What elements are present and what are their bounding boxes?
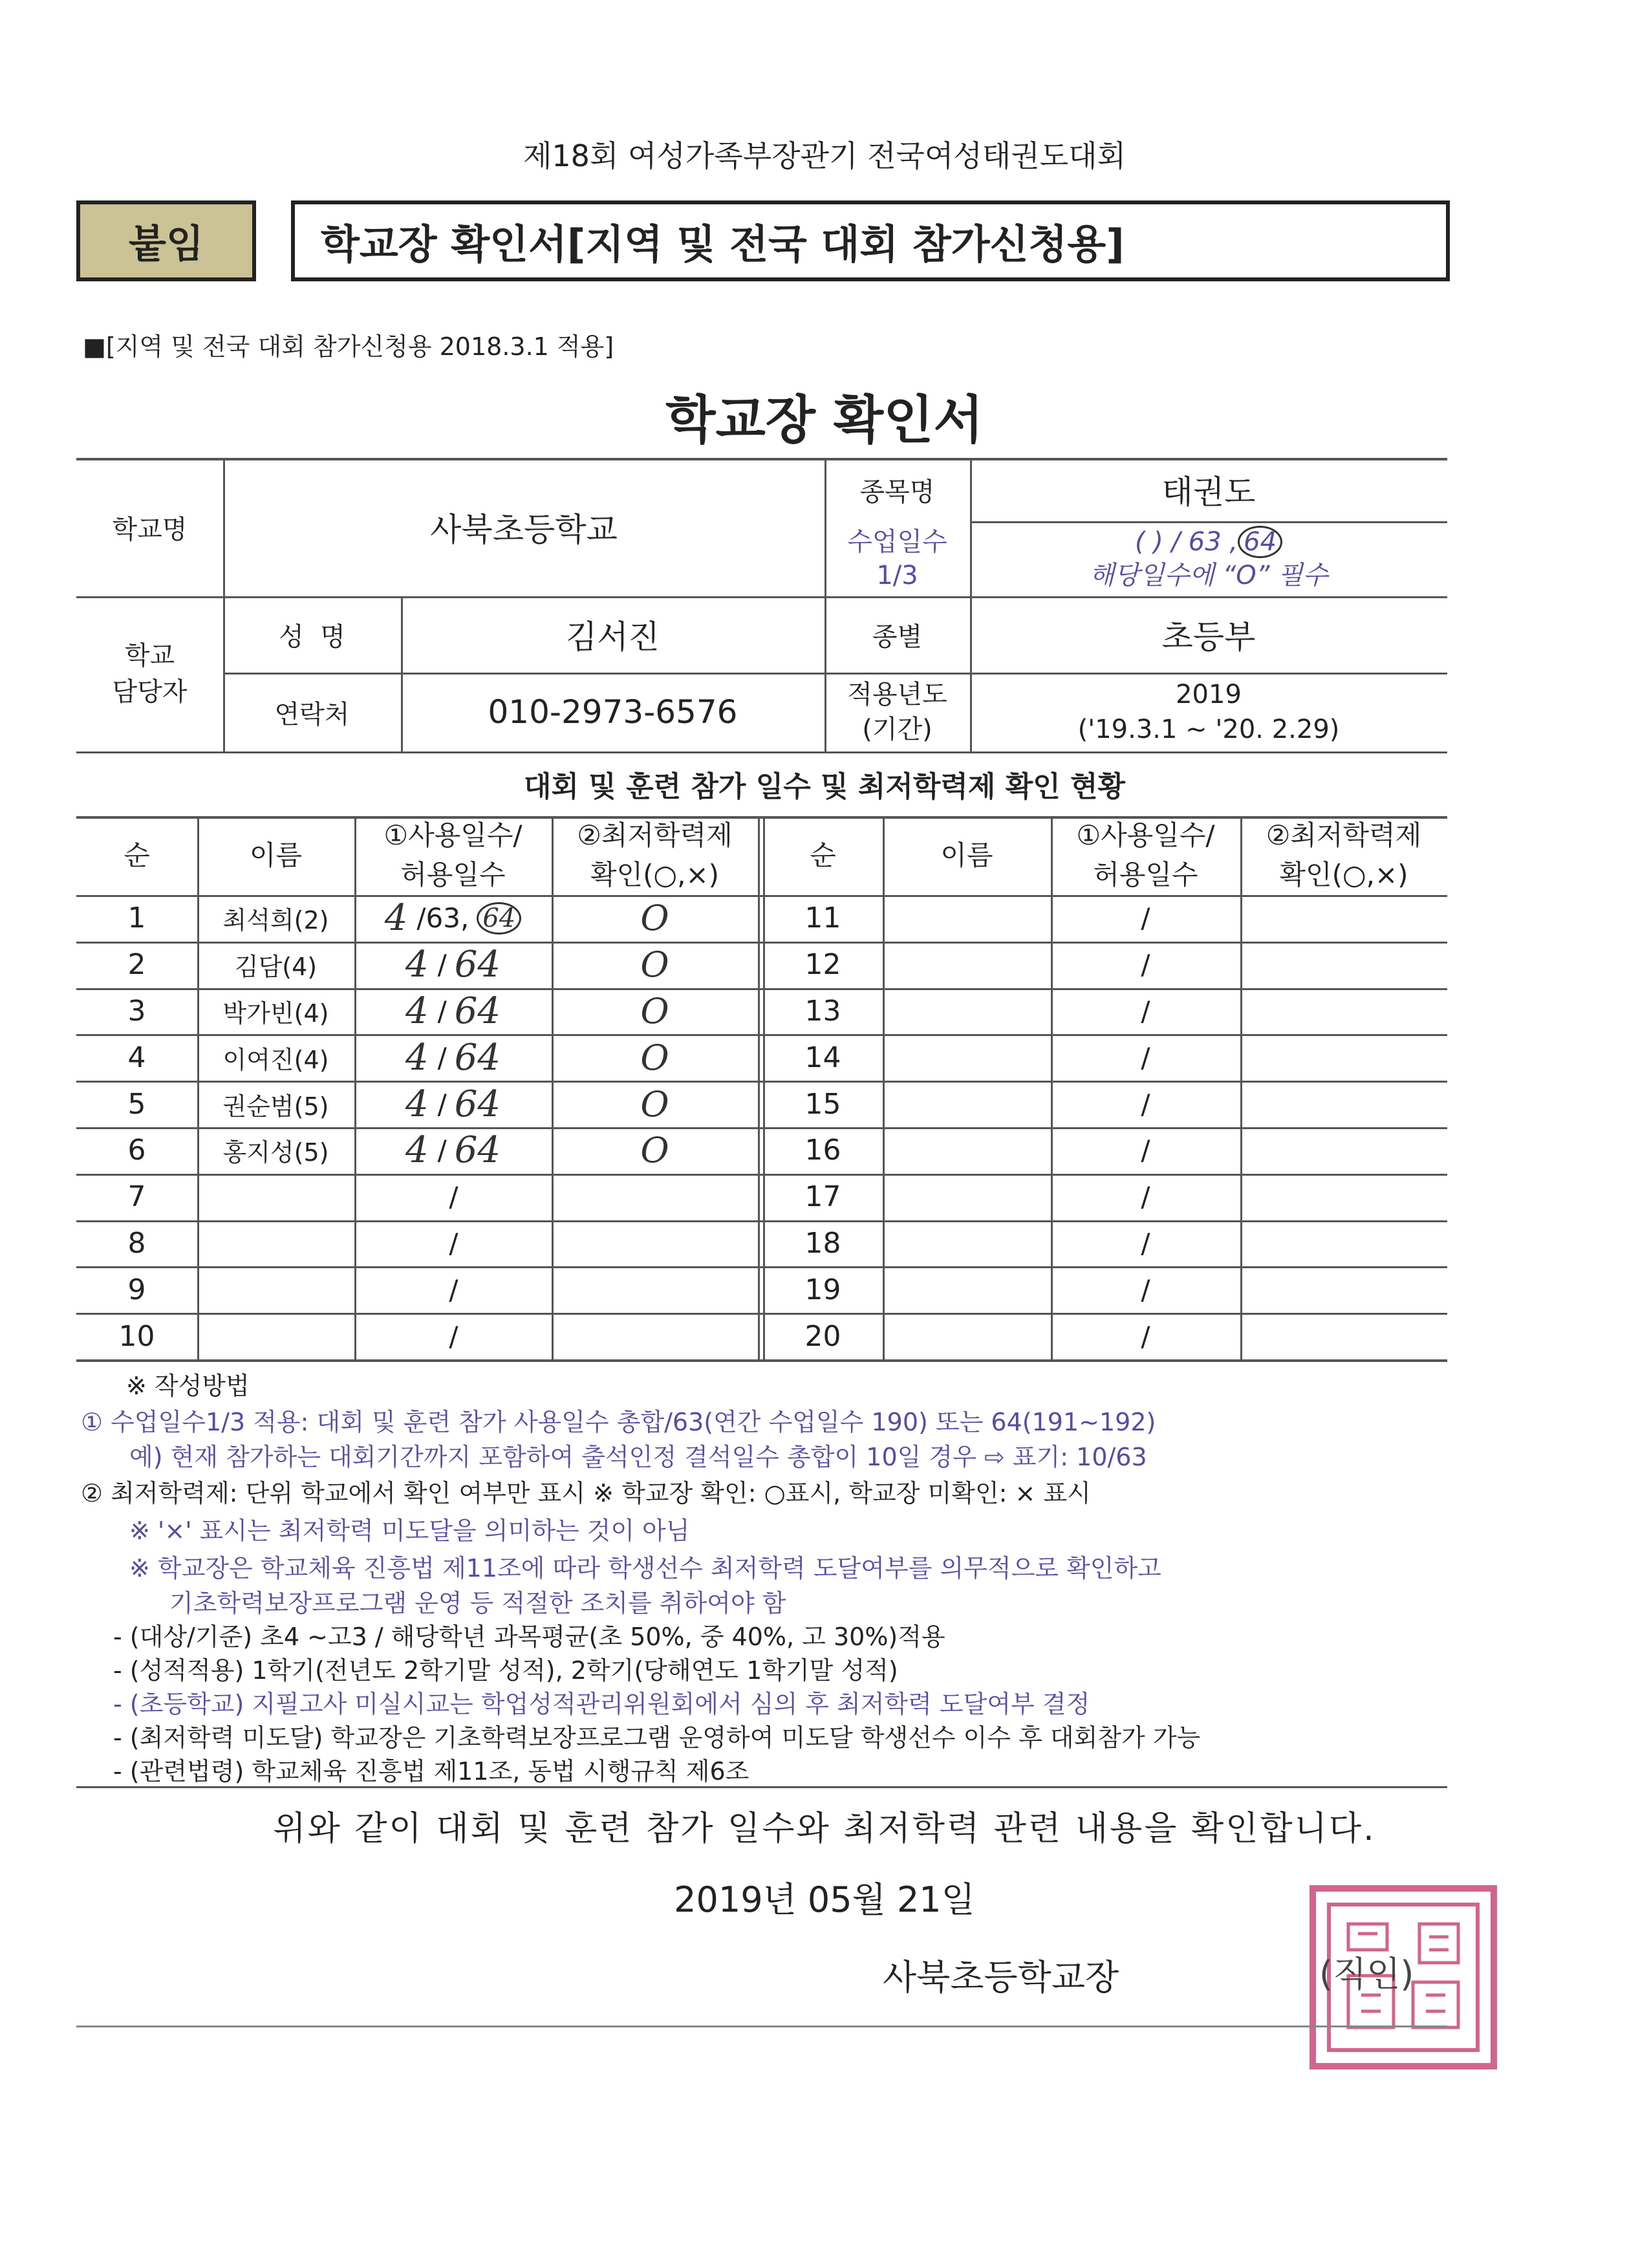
days-cell: / [1141, 1227, 1150, 1259]
row-number: 9 [127, 1273, 146, 1306]
days-separator: / [437, 1134, 447, 1167]
min-check-mark [552, 1174, 758, 1220]
header-days-line2: 허용일수 [1093, 859, 1198, 891]
row-number: 15 [804, 1087, 841, 1121]
days-cell: / [1141, 1320, 1150, 1352]
header-min-line1: ②최저학력제 [577, 819, 733, 852]
athlete-name [197, 1174, 354, 1220]
days-cell [354, 895, 552, 942]
days-cell [354, 1313, 552, 1359]
name-label: 성 명 [279, 621, 345, 652]
athlete-name [197, 1313, 354, 1359]
contact-label: 연락처 [274, 699, 350, 729]
days-used: 4 [384, 897, 408, 940]
days-cell: / [1141, 1088, 1150, 1120]
days-cell [354, 1266, 552, 1313]
school-label: 학교명 [112, 514, 188, 545]
min-check-mark [1240, 988, 1447, 1035]
min-check-mark: O [640, 944, 669, 986]
row-number: 7 [127, 1180, 146, 1214]
header-days-line1: ①사용일수/ [383, 819, 523, 852]
days-note: 해당일수에 “O” 필수 [1089, 561, 1328, 590]
row-number: 8 [127, 1226, 146, 1260]
header-min-line2: 확인(○,×) [1279, 859, 1408, 891]
row-number: 17 [804, 1180, 841, 1214]
min-check-mark [1240, 1266, 1447, 1313]
year-label-line1: 적용년도 [847, 680, 947, 709]
footer-divider [76, 2025, 1447, 2027]
detail-2: - (성적적용) 1학기(전년도 2학기말 성적), 2학기(당해연도 1학기말 성적) [113, 1656, 898, 1685]
min-check-mark [1240, 1313, 1447, 1359]
athlete-name: 이여진(4) [222, 1045, 329, 1074]
event-label: 종목명 [859, 477, 935, 507]
athlete-name: 홍지성(5) [222, 1138, 329, 1167]
athlete-name [883, 1313, 1051, 1359]
athlete-name [883, 1266, 1051, 1313]
min-check-mark [1240, 1081, 1447, 1127]
detail-5: - (관련법령) 학교체육 진흥법 제11조, 동법 시행규칙 제6조 [113, 1757, 749, 1786]
days-allowed: 64 [454, 1036, 501, 1079]
days-used: 4 [405, 1036, 429, 1079]
division-value: 초등부 [1161, 618, 1256, 656]
year-value [970, 673, 1447, 751]
days-cell: / [1141, 1273, 1150, 1306]
days-cell [354, 1034, 552, 1081]
days-separator: / [449, 1320, 458, 1352]
min-check-mark: O [640, 1130, 669, 1171]
min-check-mark [552, 1266, 758, 1313]
header-no-left: 순 [124, 839, 150, 871]
notes-divider [76, 1786, 1447, 1788]
athlete-name: 권순범(5) [222, 1092, 329, 1121]
min-check-mark [552, 1313, 758, 1359]
row-number: 10 [118, 1319, 155, 1353]
athlete-name [883, 1127, 1051, 1174]
header-min-line2: 확인(○,×) [590, 859, 720, 891]
days-value-cell [970, 521, 1447, 596]
detail-1: - (대상/기준) 초4 ~고3 / 해당학년 과목평균(초 50%, 중 40%, 고 30%)적용 [113, 1623, 945, 1651]
year-value-line1: 2019 [1176, 680, 1242, 709]
days-allowed: 64 [454, 989, 501, 1032]
athlete-name: 박가빈(4) [222, 999, 329, 1028]
header-name-right: 이름 [940, 839, 993, 871]
min-check-mark [1240, 1127, 1447, 1174]
min-check-mark [1240, 895, 1447, 942]
row-number: 20 [804, 1319, 841, 1353]
status-section-title: 대회 및 훈련 참가 일수 및 최저학력제 확인 현황 [523, 770, 1126, 803]
row-number: 14 [804, 1041, 841, 1074]
days-cell [354, 1127, 552, 1174]
header-days-line1: ①사용일수/ [1076, 819, 1215, 852]
note-4b: 기초학력보장프로그램 운영 등 적절한 조치를 취하여야 함 [169, 1589, 786, 1617]
year-label-line2: (기간) [862, 715, 932, 744]
event-value: 태권도 [1161, 473, 1256, 511]
min-check-mark: O [640, 990, 669, 1031]
row-number: 4 [127, 1041, 146, 1074]
min-check-mark [1240, 1220, 1447, 1267]
athlete-name [883, 895, 1051, 942]
document-title: 학교장 확인서 [665, 390, 984, 450]
note-3: ※ '×' 표시는 최저학력 미도달을 의미하는 것이 아님 [129, 1517, 690, 1545]
header-days-left [354, 816, 552, 895]
min-check-mark [1240, 942, 1447, 988]
days-used: 4 [405, 1083, 429, 1125]
days-separator: / [437, 995, 447, 1027]
principal-title: 사북초등학교장 [883, 1957, 1119, 1998]
contact-value: 010-2973-6576 [488, 693, 738, 731]
min-check-mark [552, 1220, 758, 1267]
staff-name: 김서진 [566, 618, 660, 656]
days-separator: / [449, 1273, 458, 1306]
note-1a: ① 수업일수1/3 적용: 대회 및 훈련 참가 사용일수 총합/63(연간 수업일수 190) 또는 64(191~192) [81, 1408, 1156, 1436]
division-label: 종별 [872, 621, 923, 652]
days-label-line1: 수업일수 [847, 527, 947, 557]
header-days-right [1051, 816, 1240, 895]
year-value-period: ('19.3.1 ~ '20. 2.29) [1077, 715, 1340, 744]
row-number: 3 [127, 994, 146, 1028]
detail-3-text: - (초등학교) 지필고사 미실시교는 학업성적관리위원회에서 심의 후 최저학력 도달여부 결정 [113, 1690, 1090, 1718]
note-1b: 예) 현재 참가하는 대회기간까지 포함하여 출석인정 결석일수 총합이 10일 경우 ⇨ 표기: 10/63 [129, 1443, 1147, 1471]
days-allowed: 64 [454, 1129, 501, 1172]
attachment-label: 붙임 [76, 200, 256, 281]
athlete-name [197, 1266, 354, 1313]
days-cell [354, 988, 552, 1035]
days-cell: / [1141, 902, 1150, 934]
days-allowed: 64 [454, 1083, 501, 1125]
header-min-right [1240, 816, 1447, 895]
days-value-text: ( ) / 63 , [1134, 527, 1238, 557]
row-number: 16 [804, 1134, 841, 1167]
days-cell: / [1141, 995, 1150, 1027]
days-used: 4 [405, 989, 429, 1032]
row-number: 2 [127, 948, 146, 982]
days-value [1135, 525, 1282, 559]
row-number: 19 [804, 1273, 841, 1306]
athlete-name: 김담(4) [234, 953, 318, 982]
athlete-name [883, 1034, 1051, 1081]
super-title: 제18회 여성가족부장관기 전국여성태권도대회 [523, 138, 1126, 173]
row-number: 13 [804, 994, 841, 1028]
athlete-name [883, 1081, 1051, 1127]
days-separator: / [449, 1227, 458, 1259]
header-days-line2: 허용일수 [400, 859, 506, 891]
days-cell [354, 942, 552, 988]
min-check-mark [1240, 1034, 1447, 1081]
days-cell: / [1141, 1134, 1150, 1167]
notes-heading: ※ 작성방법 [126, 1372, 250, 1400]
school-name: 사북초등학교 [430, 511, 618, 548]
athlete-name [197, 1220, 354, 1267]
days-cell: / [1141, 1041, 1150, 1074]
athlete-name [883, 1174, 1051, 1220]
seal-mark: (직인) [1319, 1954, 1414, 1994]
days-used: 4 [405, 1129, 429, 1172]
days-label-line2: 1/3 [876, 561, 918, 590]
days-cell: / [1141, 1181, 1150, 1213]
year-label [824, 673, 970, 751]
days-allowed: 64 [477, 902, 521, 934]
days-separator: / [437, 949, 447, 981]
row-number: 12 [804, 948, 841, 982]
days-cell [354, 1081, 552, 1127]
confirmation-text: 위와 같이 대회 및 훈련 참가 일수와 최저학력 관련 내용을 확인합니다. [273, 1809, 1376, 1848]
note-4a: ※ 학교장은 학교체육 진흥법 제11조에 따라 학생선수 최저학력 도달여부를 의무적으로 확인하고 [129, 1554, 1161, 1582]
detail-3 [113, 1684, 1090, 1720]
header-min-left [552, 816, 758, 895]
row-number: 18 [804, 1226, 841, 1260]
days-used: 4 [405, 944, 429, 986]
days-label [824, 521, 970, 596]
days-value-circled: 64 [1238, 526, 1282, 558]
applies-note: ■[지역 및 전국 대회 참가신청용 2018.3.1 적용] [83, 332, 614, 361]
header-min-line1: ②최저학력제 [1266, 819, 1422, 852]
athlete-name [883, 988, 1051, 1035]
min-check-mark [1240, 1174, 1447, 1220]
days-cell: / [1141, 949, 1150, 981]
days-cell [354, 1174, 552, 1220]
min-check-mark: O [640, 1037, 669, 1078]
athlete-name [883, 1220, 1051, 1267]
row-number: 6 [127, 1134, 146, 1167]
header-name-left: 이름 [249, 839, 303, 871]
days-cell [354, 1220, 552, 1267]
days-separator: / [449, 1181, 458, 1213]
days-allowed: 64 [454, 944, 501, 986]
athlete-name [883, 942, 1051, 988]
box-title: 학교장 확인서[지역 및 전국 대회 참가신청용] [291, 200, 1450, 281]
note-2: ② 최저학력제: 단위 학교에서 확인 여부만 표시 ※ 학교장 확인: ○표시, 학교장 미확인: × 표시 [81, 1479, 1091, 1507]
min-check-mark: O [640, 1083, 669, 1125]
header-no-right: 순 [810, 839, 836, 871]
min-check-mark: O [640, 898, 669, 939]
issue-date: 2019년 05월 21일 [674, 1879, 975, 1920]
detail-4: - (최저학력 미도달) 학교장은 기초학력보장프로그램 운영하여 미도달 학생선수 이수 후 대회참가 가능 [113, 1723, 1201, 1752]
row-number: 11 [804, 902, 841, 935]
athlete-name: 최석희(2) [222, 906, 329, 935]
staff-label: 학교 담당자 [112, 641, 188, 707]
days-separator: / [437, 1041, 447, 1074]
row-number: 1 [127, 902, 146, 935]
days-separator: /63, [416, 902, 469, 934]
days-separator: / [437, 1088, 447, 1120]
row-number: 5 [127, 1087, 146, 1121]
